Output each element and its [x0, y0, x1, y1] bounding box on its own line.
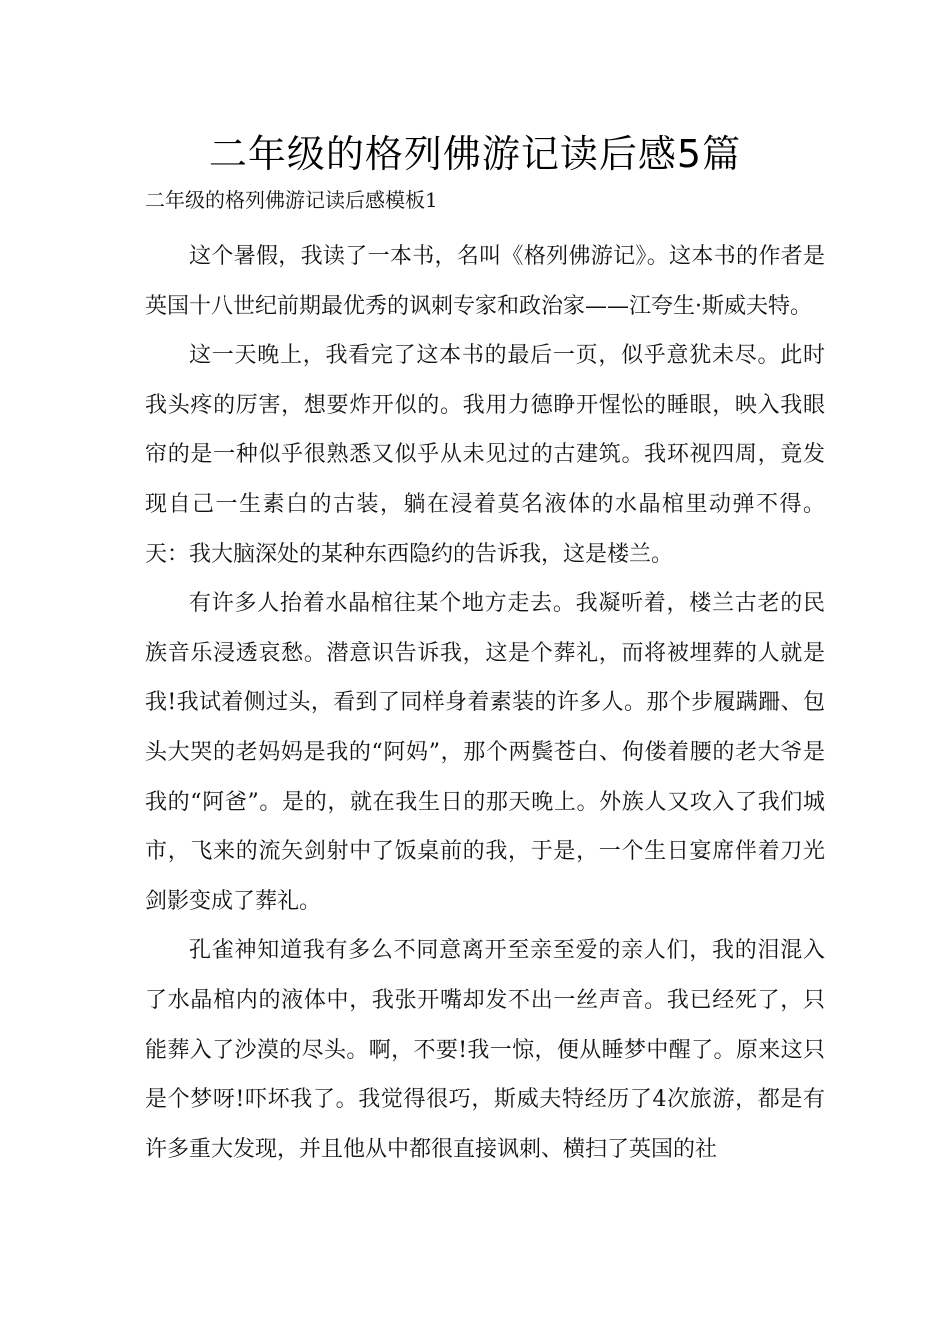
document-body: [145, 232, 825, 1174]
paragraph-4: 孔雀神知道我有多么不同意离开至亲至爱的亲人们，我的泪混入了水晶棺内的液体中，我张开嘴却发不出一丝声音。我已经死了，只能葬入了沙漠的尽头。啊，不要!我一惊，便从睡梦中醒了。原来这只是个梦呀!吓坏我了。我觉得很巧，斯威夫特经历了4次旅游，都是有许多重大发现，并且他从中都很直接讽刺、横扫了英国的社: [145, 938, 825, 1162]
document-subtitle: 二年级的格列佛游记读后感模板1: [145, 188, 438, 212]
paragraph-3: 有许多人抬着水晶棺往某个地方走去。我凝听着，楼兰古老的民族音乐浸透哀愁。潜意识告诉我，这是个葬礼，而将被埋葬的人就是我!我试着侧过头，看到了同样身着素装的许多人。那个步履蹒跚、包头大哭的老妈妈是我的“阿妈”，那个两鬓苍白、佝偻着腰的老大爷是我的“阿爸”。是的，就在我生日的那天晚上。外族人又攻入了我们城市，飞来的流矢剑射中了饭桌前的我，于是，一个生日宴席伴着刀光剑影变成了葬礼。: [145, 591, 825, 914]
paragraph-1: 这个暑假，我读了一本书，名叫《格列佛游记》。这本书的作者是英国十八世纪前期最优秀的讽刺专家和政治家——江夸生·斯威夫特。: [145, 244, 825, 319]
document-title: 二年级的格列佛游记读后感5篇: [208, 132, 742, 176]
paragraph-2: 这一天晚上，我看完了这本书的最后一页，似乎意犹未尽。此时我头疼的厉害，想要炸开似的。我用力德睁开惺忪的睡眼，映入我眼帘的是一种似乎很熟悉又似乎从未见过的古建筑。我环视四周，竟发现自己一生素白的古装，躺在浸着莫名液体的水晶棺里动弹不得。天：我大脑深处的某种东西隐约的告诉我，这是楼兰。: [145, 343, 825, 567]
